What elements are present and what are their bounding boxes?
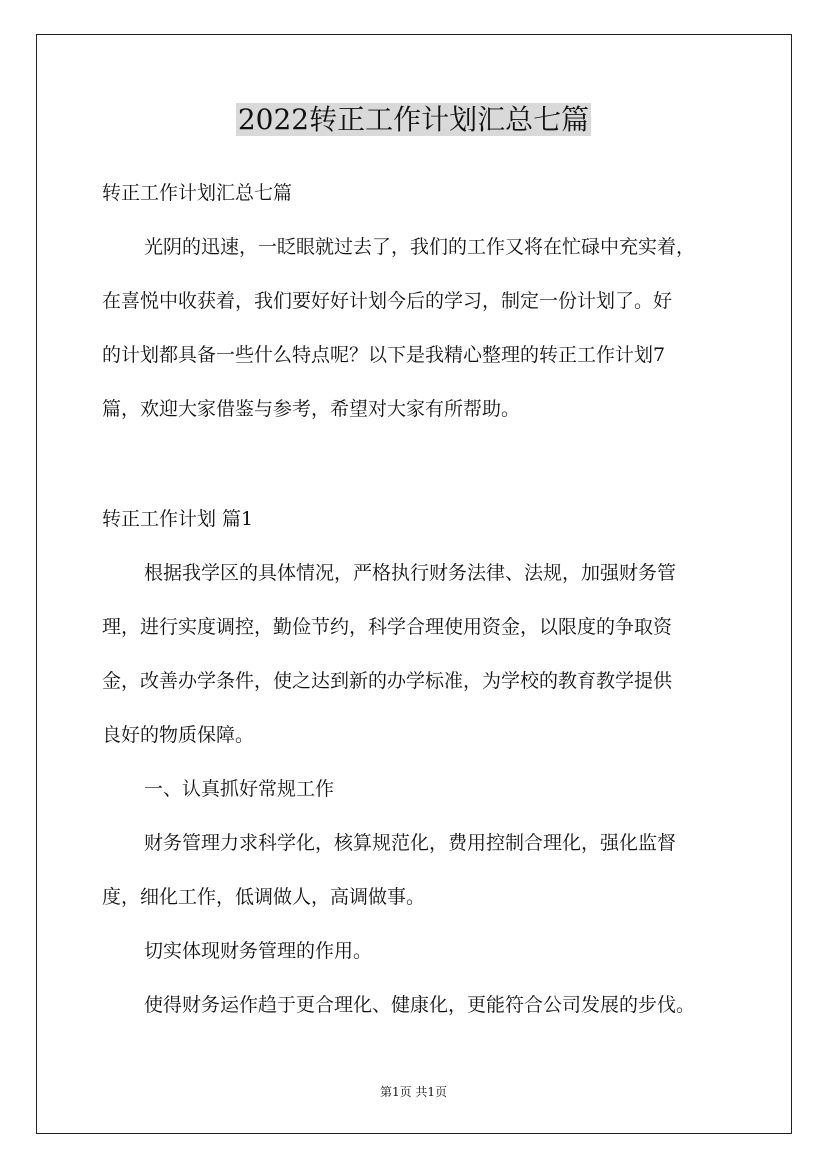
paragraph-line: 根据我学区的具体情况，严格执行财务法律、法规，加强财务管 xyxy=(144,562,677,584)
paragraph-line: 金，改善办学条件，使之达到新的办学标准，为学校的教育教学提供 xyxy=(102,670,673,692)
subheading: 一、认真抓好常规工作 xyxy=(144,778,335,800)
intro-line: 光阴的迅速，一眨眼就过去了，我们的工作又将在忙碌中充实着， xyxy=(144,236,696,258)
intro-line: 的计划都具备一些什么特点呢？以下是我精心整理的转正工作计划7 xyxy=(102,344,666,366)
section-heading: 转正工作计划 篇1 xyxy=(102,508,254,530)
intro-line: 在喜悦中收获着，我们要好好计划今后的学习，制定一份计划了。好 xyxy=(102,290,673,312)
document-title: 2022转正工作计划汇总七篇 xyxy=(237,103,590,136)
paragraph-line: 使得财务运作趋于更合理化、健康化，更能符合公司发展的步伐。 xyxy=(144,994,696,1016)
paragraph-line: 度，细化工作，低调做人，高调做事。 xyxy=(102,886,426,908)
paragraph-line: 财务管理力求科学化，核算规范化，费用控制合理化，强化监督 xyxy=(144,832,677,854)
document-subtitle: 转正工作计划汇总七篇 xyxy=(102,182,293,204)
paragraph-line: 理，进行实度调控，勤俭节约，科学合理使用资金，以限度的争取资 xyxy=(102,616,673,638)
page-footer: 第1页 共1页 xyxy=(379,1085,448,1099)
paragraph-line: 切实体现财务管理的作用。 xyxy=(144,940,373,962)
paragraph-line: 良好的物质保障。 xyxy=(102,724,255,746)
intro-line: 篇，欢迎大家借鉴与参考，希望对大家有所帮助。 xyxy=(102,398,521,420)
